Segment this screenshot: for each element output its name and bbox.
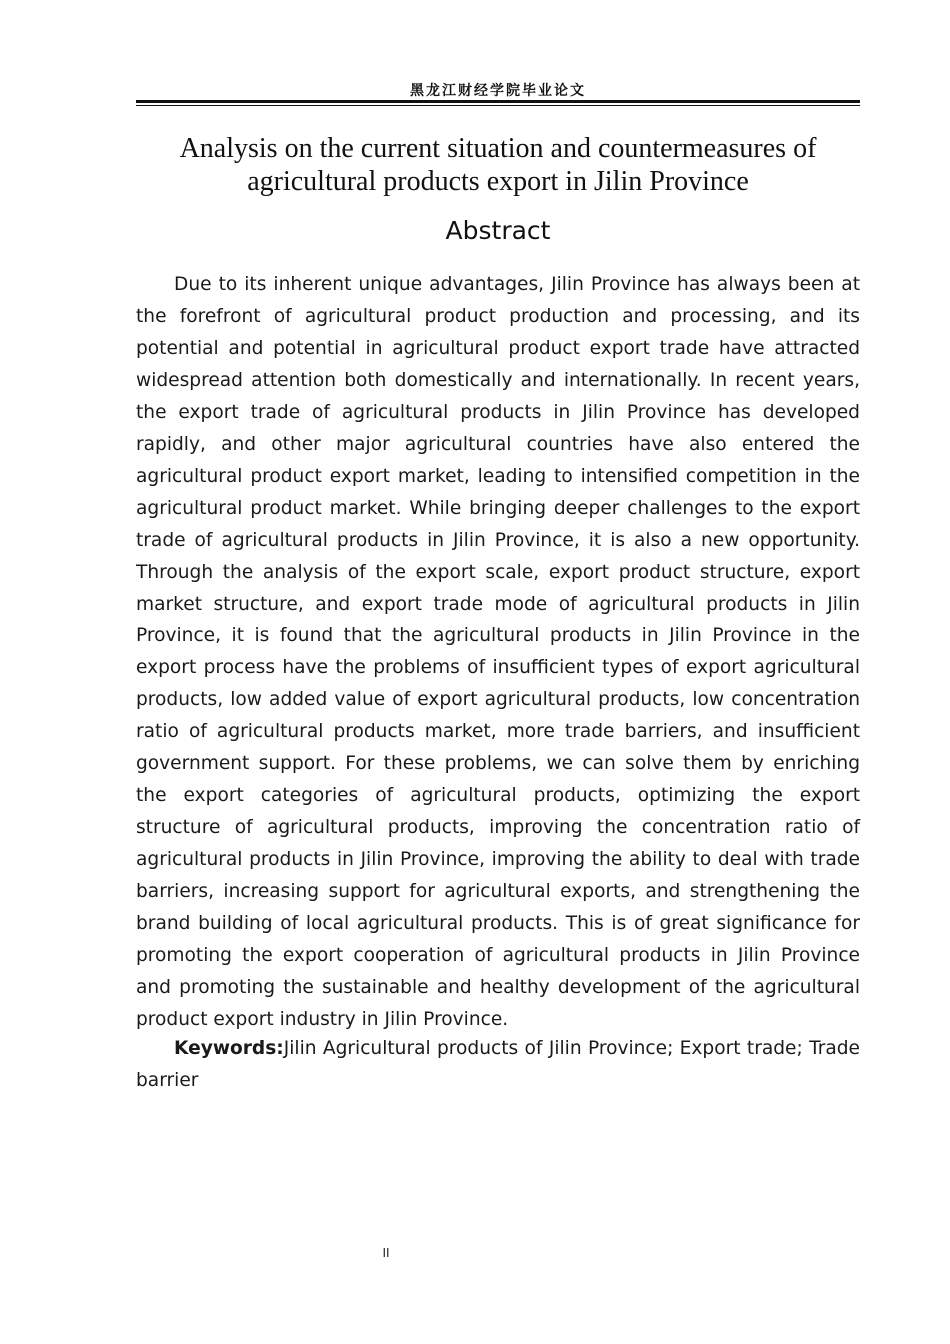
abstract-body: Due to its inherent unique advantages, Jilin Province has always been at the forefront of agricultural product production and processing, and its potential and potential in agricultural product export trade have attracted widespread attention both domestically and internationally. In recent years, the export trade of agricultural products in Jilin Province has developed rapidly, and other major agricultural countries have also entered the agricultural product export market, leading to intensified competition in the agricultural product market. While bringing deeper challenges to the export trade of agricultural products in Jilin Province, it is also a new opportunity. Through the analysis of the export scale, export product structure, export market structure, and export trade mode of agricultural products in Jilin Province, it is found that the agricultural products in Jilin Province in the export process have the problems of insufficient types of export agricultural products, low added value of export agricultural products, low concentration ratio of agricultural products market, more trade barriers, and insufficient government support. For these problems, we can solve them by enriching the export categories of agricultural products, optimizing the export structure of agricultural products, improving the concentration ratio of agricultural products in Jilin Province, improving the ability to deal with trade barriers, increasing support for agricultural exports, and strengthening the brand building of local agricultural products. This is of great significance for promoting the export cooperation of agricultural products in Jilin Province and promoting the sustainable and healthy development of the agricultural product export industry in Jilin Province.	[136, 274, 860, 1030]
paper-title-line-2: agricultural products export in Jilin Province	[247, 166, 749, 197]
keywords-label: Keywords:	[174, 1038, 284, 1059]
keywords-text: Jilin Agricultural products of Jilin Province; Export trade; Trade barrier	[136, 1038, 860, 1091]
abstract-heading: Abstract	[445, 216, 551, 245]
keywords-paragraph	[136, 1033, 860, 1097]
running-header: 黑龙江财经学院毕业论文	[410, 83, 586, 99]
header-rule-thick	[136, 100, 860, 103]
page-number: II	[382, 1246, 390, 1260]
paper-title-line-1: Analysis on the current situation and countermeasures of	[179, 133, 817, 164]
paper-title	[136, 132, 860, 198]
header-rule-thin	[136, 105, 860, 106]
